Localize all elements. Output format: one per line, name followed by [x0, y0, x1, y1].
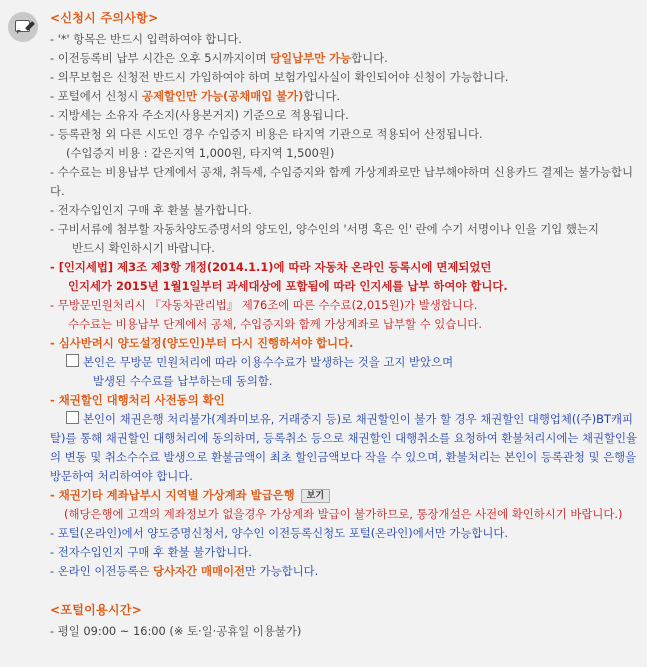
bond-consent-checkbox[interactable]	[66, 411, 79, 424]
fee-consent-label: 본인은 무방문 민원처리에 따라 이용수수료가 발생하는 것을 고지 받았으며	[83, 355, 454, 369]
notice-pencil-icon	[8, 12, 38, 42]
hours-title: <포털이용시간>	[50, 603, 143, 617]
fee-notice: - 무방문민원처리시 『자동차관리법』 제76조에 따른 수수료(2,015원)가 발생합니다.	[50, 298, 478, 312]
notice-item: - 전자수입인지 구매 후 환불 불가합니다.	[50, 545, 252, 559]
notice-title: <신청시 주의사항>	[50, 11, 159, 25]
hours-text: - 평일 09:00 ~ 16:00 (※ 토·일·공휴일 이용불가)	[50, 624, 302, 638]
virtual-account-note: (해당은행에 고객의 계좌정보가 없을경우 가상계좌 발급이 불가하므로, 통장개설은 사전에 확인하시기 바랍니다.)	[64, 507, 623, 521]
fee-notice-detail: 수수료는 비용납부 단계에서 공채, 수입증지와 함께 가상계좌로 납부할 수 있습니다.	[68, 317, 482, 331]
view-banks-button[interactable]: 보기	[301, 489, 330, 503]
virtual-account-title: - 채권기타 계좌납부시 지역별 가상계좌 발급은행 보기	[50, 486, 640, 505]
fee-consent-checkbox[interactable]	[66, 354, 79, 367]
notice-item: - 의무보험은 신청전 반드시 가입하여야 하며 보험가입사실이 확인되어야 신청이 가능합니다.	[50, 70, 509, 84]
notice-item: - 구비서류에 첨부할 자동차양도증명서의 양도인, 양수인의 '서명 혹은 인' 란에 수기 서명이나 인을 기입 했는지	[50, 222, 599, 236]
notice-item: - 전자수입인지 구매 후 환불 불가합니다.	[50, 203, 252, 217]
stamp-tax-notice-detail: 인지세가 2015년 1월1일부터 과세대상에 포함됨에 따라 인지세를 납부 하여야 합니다.	[68, 279, 508, 293]
notice-panel	[50, 9, 640, 641]
notice-item: - 지방세는 소유자 주소지(사용본거지) 기준으로 적용됩니다.	[50, 108, 349, 122]
notice-item: - 등록관청 외 다른 시도인 경우 수입증지 비용은 타지역 기관으로 적용되어 산정됩니다.	[50, 127, 483, 141]
stamp-tax-notice: - [인지세법] 제3조 제3항 개정(2014.1.1)에 따라 자동차 온라인 등록시에 면제되었던	[50, 260, 492, 274]
notice-subitem: 반드시 확인하시기 바랍니다.	[72, 241, 215, 255]
notice-item: - '*' 항목은 반드시 입력하여야 합니다.	[50, 32, 242, 46]
notice-item: - 온라인 이전등록은 당사자간 매매이전만 가능합니다.	[50, 564, 319, 578]
notice-item: - 포털에서 신청시 공제할인만 가능(공채매입 불가)합니다.	[50, 89, 341, 103]
fee-consent-label-2: 발생된 수수료를 납부하는데 동의함.	[93, 374, 273, 388]
bond-consent-label: 본인이 채권은행 처리불가(계좌미보유, 거래중지 등)로 채권할인이 불가 할 경우 채권할인 대행업체((주)BT캐피탈)를 통해 채권할인 대행처리에 동의하며, 등록취소 등으로 채권할인 대행취소를 요청하여 환불처리시에는 채권할인율의 변동 및 취소수수료 발생으로 환불금액이 최초 할인금액보다 작을 수 있으며, 환불처리는 본인이 등록관청 및 은행을 방문하여 처리하여야 합니다.	[50, 412, 638, 483]
notice-subitem: (수입증지 비용 : 같은지역 1,000원, 타지역 1,500원)	[66, 146, 335, 160]
bond-consent-row	[50, 410, 640, 486]
notice-item: - 이전등록비 납부 시간은 오후 5시까지이며 당일납부만 가능합니다.	[50, 51, 388, 65]
fee-consent-row	[50, 353, 640, 372]
notice-item: - 수수료는 비용납부 단계에서 공채, 취득세, 수입증지와 함께 가상계좌로만 납부해야하며 신용카드 결제는 불가능합니다.	[50, 165, 633, 198]
notice-item: - 포털(온라인)에서 양도증명신청서, 양수인 이전등록신청도 포털(온라인)에서만 가능합니다.	[50, 526, 508, 540]
bond-consent-title: - 채권할인 대행처리 사전동의 확인	[50, 393, 225, 407]
rejection-notice: - 심사반려시 양도설정(양도인)부터 다시 진행하셔야 합니다.	[50, 336, 354, 350]
